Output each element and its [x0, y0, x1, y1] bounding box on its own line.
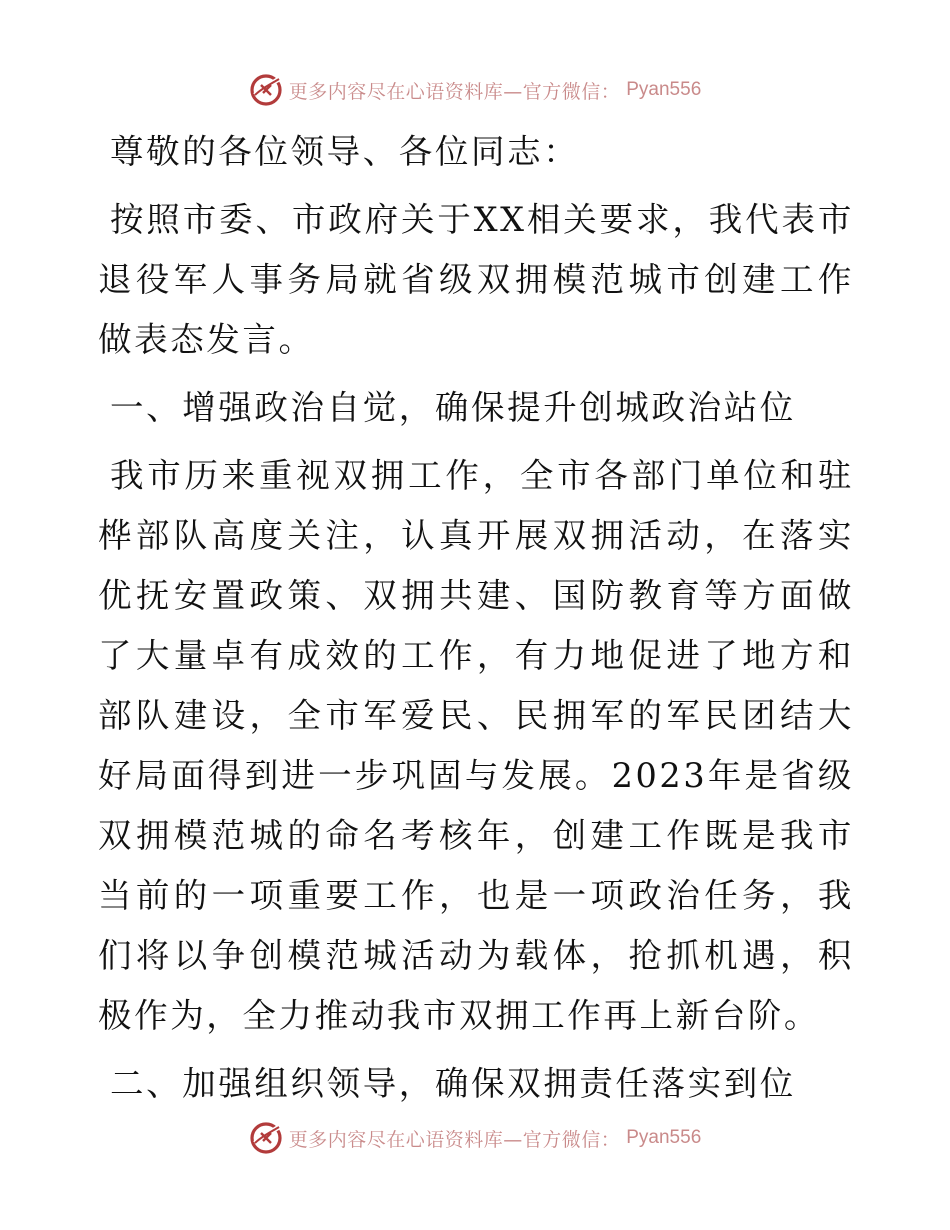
header-watermark: [0, 70, 950, 110]
watermark-wechat-id: Pyan556: [626, 79, 702, 100]
section-heading-1: 一、增强政治自觉，确保提升创城政治站位: [110, 388, 796, 427]
intro-paragraph: 按照市委、市政府关于XX相关要求，我代表市退役军人事务局就省级双拥模范城市创建工作做表态发言。: [98, 200, 854, 359]
section-heading-2: 二、加强组织领导，确保双拥责任落实到位: [110, 1064, 796, 1103]
watermark-group: [249, 1121, 702, 1155]
watermark-logo-icon: [249, 1121, 283, 1155]
watermark-group: [249, 73, 702, 107]
body-paragraph-1: 我市历来重视双拥工作，全市各部门单位和驻桦部队高度关注，认真开展双拥活动，在落实优抚安置政策、双拥共建、国防教育等方面做了大量卓有成效的工作，有力地促进了地方和部队建设，全市军爱民、民拥军的军民团结大好局面得到进一步巩固与发展。2023年是省级双拥模范城的命名考核年，创建工作既是我市当前的一项重要工作，也是一项政治任务，我们将以争创模范城活动为载体，抢抓机遇，积极作为，全力推动我市双拥工作再上新台阶。: [98, 456, 854, 1035]
watermark-logo-icon: [249, 73, 283, 107]
document-body: [98, 122, 854, 1114]
watermark-text: 更多内容尽在心语资料库—官方微信：: [288, 1128, 621, 1151]
footer-watermark: [0, 1118, 950, 1158]
watermark-wechat-id: Pyan556: [626, 1127, 702, 1148]
watermark-text: 更多内容尽在心语资料库—官方微信：: [288, 80, 621, 103]
greeting: 尊敬的各位领导、各位同志：: [110, 132, 580, 171]
